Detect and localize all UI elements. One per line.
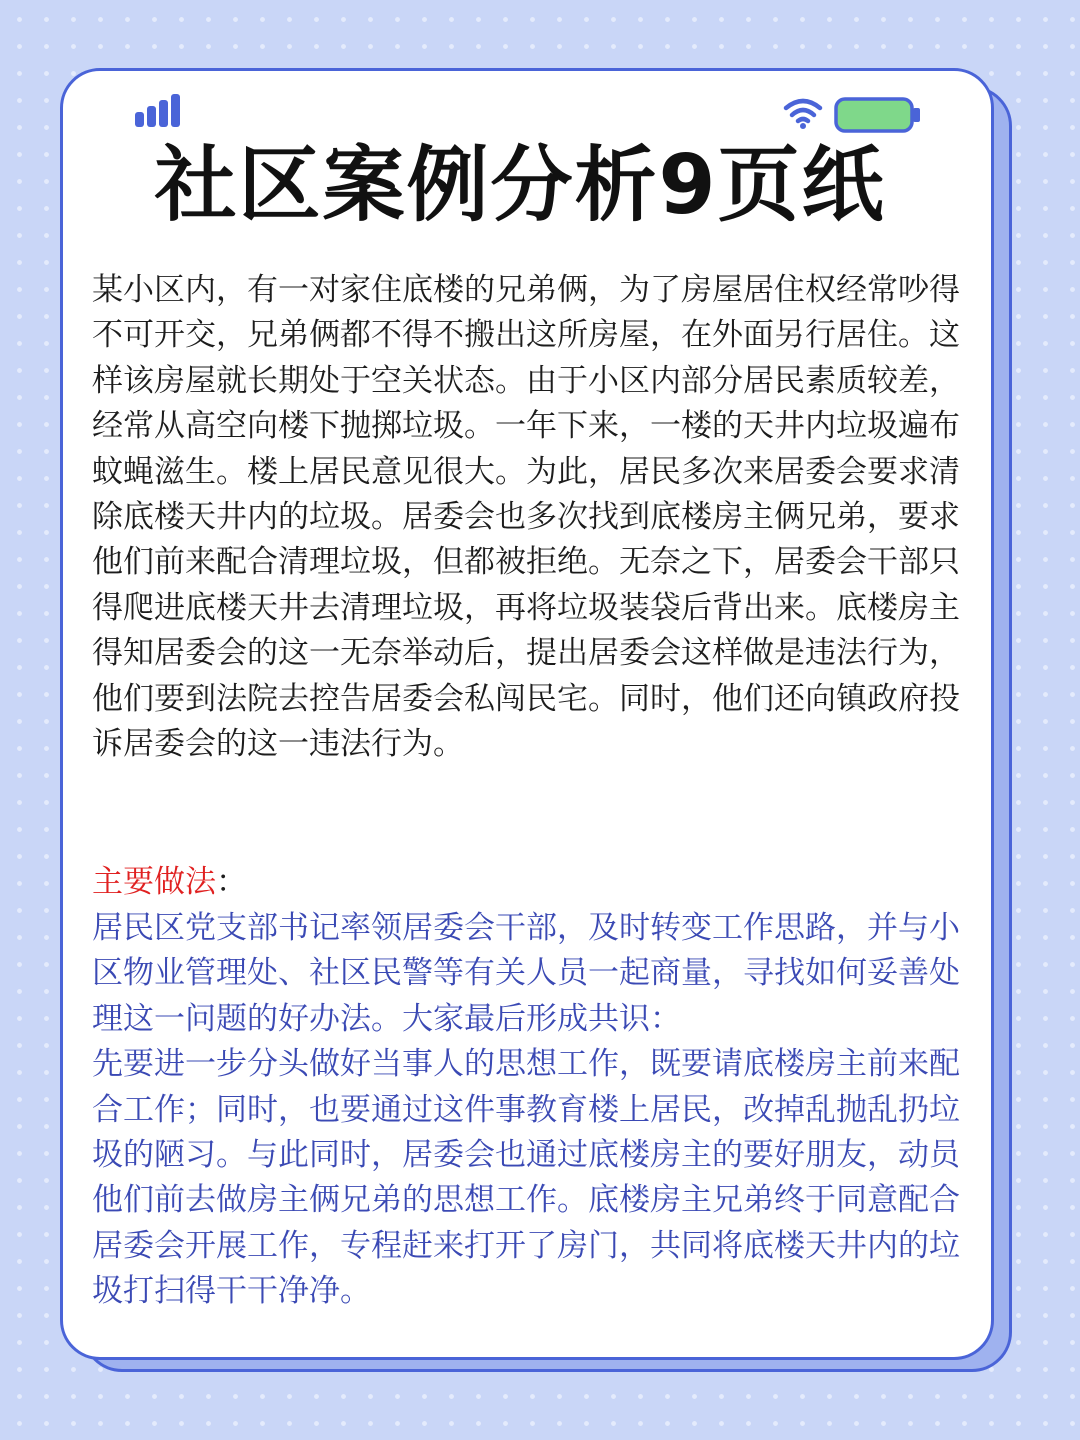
method-paragraph-1: 居民区党支部书记率领居委会干部，及时转变工作思路，并与小区物业管理处、社区民警等有关人员一起商量，寻找如何妥善处理这一问题的好办法。大家最后形成共识： bbox=[92, 910, 960, 1037]
battery-icon bbox=[834, 97, 922, 133]
method-content bbox=[92, 906, 960, 1315]
page-title: 社区案例分析9页纸 bbox=[154, 138, 886, 233]
case-description: 某小区内，有一对家住底楼的兄弟俩，为了房屋居住权经常吵得不可开交，兄弟俩都不得不搬出这所房屋，在外面另行居住。这样该房屋就长期处于空关状态。由于小区内部分居民素质较差，经常从高空向楼下抛掷垃圾。一年下来，一楼的天井内垃圾遍布蚊蝇滋生。楼上居民意见很大。为此，居民多次来居委会要求清除底楼天井内的垃圾。居委会也多次找到底楼房主俩兄弟，要求他们前来配合清理垃圾，但都被拒绝。无奈之下，居委会干部只得爬进底楼天井去清理垃圾，再将垃圾装袋后背出来。底楼房主得知居委会的这一无奈举动后，提出居委会这样做是违法行为，他们要到法院去控告居委会私闯民宅。同时，他们还向镇政府投诉居委会的这一违法行为。 bbox=[92, 272, 960, 763]
method-label-colon: ： bbox=[216, 864, 247, 900]
method-paragraph-2: 先要进一步分头做好当事人的思想工作，既要请底楼房主前来配合工作；同时，也要通过这件事教育楼上居民，改掉乱抛乱扔垃圾的陋习。与此同时，居委会也通过底楼房主的要好朋友，动员他们前去做房主俩兄弟的思想工作。底楼房主兄弟终于同意配合居委会开展工作，专程赶来打开了房门，共同将底楼天井内的垃圾打扫得干干净净。 bbox=[92, 1046, 960, 1310]
method-heading bbox=[92, 860, 960, 905]
wifi-icon bbox=[783, 96, 823, 130]
signal-icon bbox=[134, 94, 184, 128]
method-label: 主要做法 bbox=[92, 864, 216, 900]
